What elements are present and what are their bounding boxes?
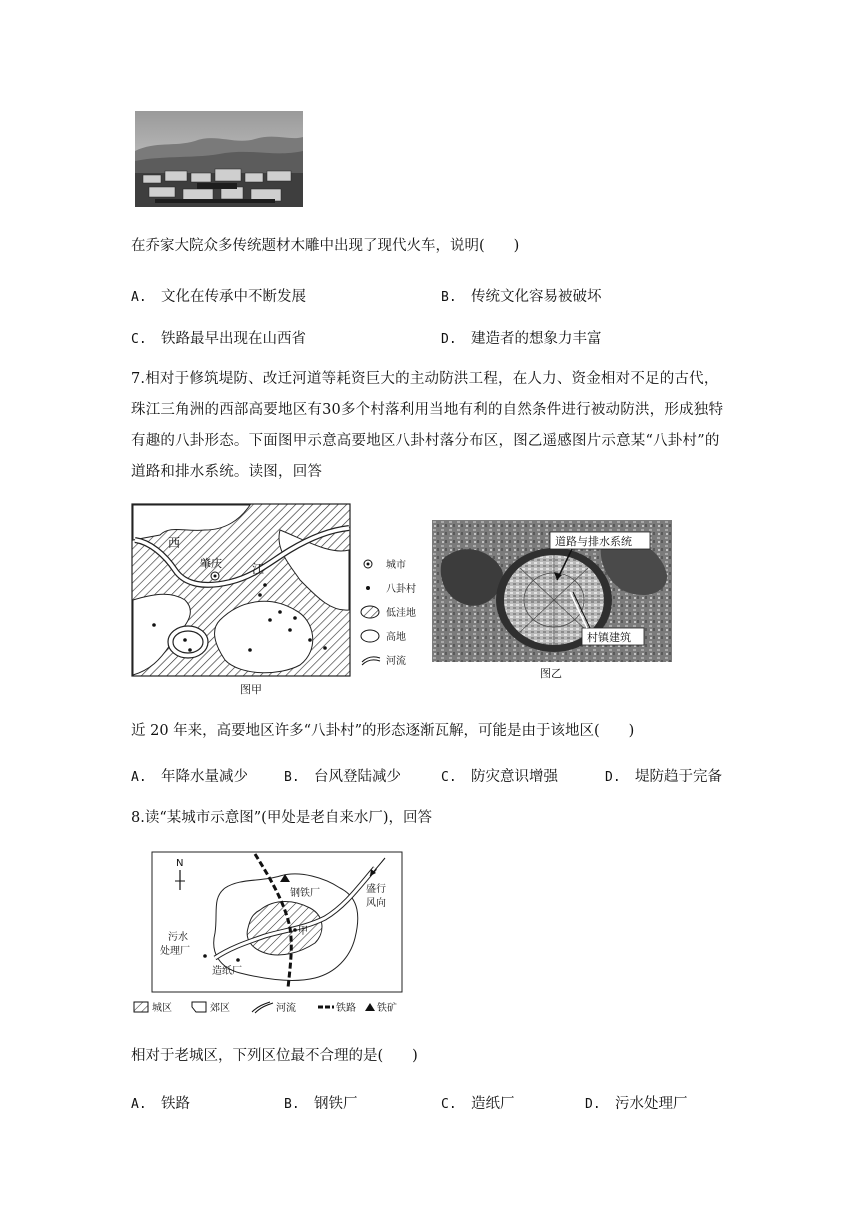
q8-option-b[interactable]: B. 钢铁厂 [284,1096,358,1112]
legend-lowland: 低洼地 [386,608,416,619]
map-jia-label-jiang: 江 [252,562,265,576]
q7-option-c[interactable]: C. 防灾意识增强 [441,769,558,785]
label-jia: 甲 [298,926,308,937]
map-yi-label-building: 村镇建筑 [587,631,631,644]
label-sewage-1: 污水 [168,932,188,943]
qiao-compound-photo [135,111,303,207]
map-jia-caption: 图甲 [240,683,262,696]
river-lines-icon [362,657,380,662]
legend-river2: 河流 [276,1003,296,1014]
map-yi-label-road: 道路与排水系统 [555,535,632,548]
q8-option-c[interactable]: C. 造纸厂 [441,1096,515,1112]
label-wind-2: 风向 [366,898,386,909]
legend-mine: 铁矿 [377,1003,397,1014]
label-paper: 造纸厂 [212,966,242,977]
label-steel: 钢铁厂 [290,888,320,899]
map-jia-label-zhaoqing: 肇庆 [200,557,222,570]
map-jia-label-xi: 西 [168,536,181,550]
lowland-hatch-icon [361,606,379,618]
map-jia [130,500,430,700]
q6-question: 在乔家大院众多传统题材木雕中出现了现代火车，说明( ) [131,238,520,254]
q7-option-d[interactable]: D. 堤防趋于完备 [605,769,722,785]
q8-option-d[interactable]: D. 污水处理厂 [585,1096,688,1112]
q7-option-a[interactable]: A. 年降水量减少 [131,769,248,785]
north-label: N [176,858,184,869]
label-wind-1: 盛行 [366,884,386,895]
q7-option-b[interactable]: B. 台风登陆减少 [284,769,401,785]
legend-highland: 高地 [386,632,406,643]
map-yi-caption: 图乙 [540,667,562,680]
legend-city: 城市 [386,560,406,571]
map-yi [432,520,672,682]
q7-question: 近 20 年来，高要地区许多“八卦村”的形态逐渐瓦解，可能是由于该地区( ) [131,723,635,739]
q8-option-a[interactable]: A. 铁路 [131,1096,190,1112]
mine-triangle-icon [365,1003,375,1011]
river-icon [252,1002,270,1012]
q8-intro: 8.读“某城市示意图”(甲处是老自来水厂)，回答 [131,810,432,826]
q6-option-a[interactable]: A. 文化在传承中不断发展 [131,289,306,305]
urban-hatch-icon [134,1002,148,1012]
legend-urban: 城区 [152,1003,172,1014]
q6-option-b[interactable]: B. 传统文化容易被破坏 [441,289,602,305]
legend-village: 八卦村 [386,584,416,595]
legend-railway: 铁路 [336,1003,356,1014]
legend-suburb: 郊区 [210,1003,230,1014]
q8-question: 相对于老城区，下列区位最不合理的是( ) [131,1048,418,1064]
label-sewage-2: 处理厂 [160,946,190,957]
suburb-outline-icon [192,1002,206,1012]
legend-river: 河流 [386,656,406,667]
q6-option-d[interactable]: D. 建造者的想象力丰富 [441,331,602,347]
q6-option-c[interactable]: C. 铁路最早出现在山西省 [131,331,306,347]
q7-intro: 7.相对于修筑堤防、改迁河道等耗资巨大的主动防洪工程，在人力、资金相对不足的古代，珠江三角洲的西部高要地区有30多个村落利用当地有利的自然条件进行被动防洪，形成独特有趣的八卦形态。下面图甲示意高要地区八卦村落分布区，图乙遥感图片示意某“八卦村”的道路和排水系统。读图，回答 [131,371,724,480]
city-map [130,848,420,1023]
village-dot-icon [366,586,370,590]
highland-outline-icon [361,630,379,642]
